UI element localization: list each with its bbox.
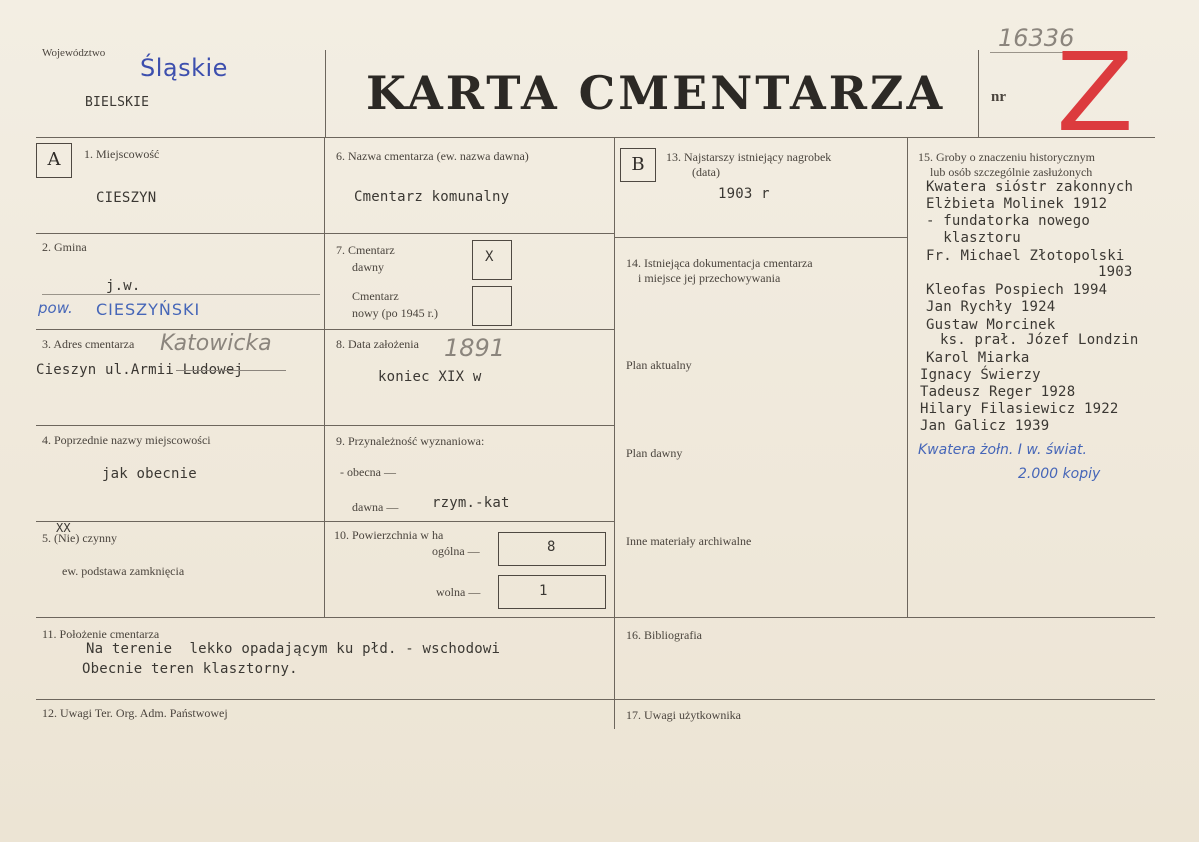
- f15-line-4: klasztoru: [926, 230, 1021, 246]
- f11-line-1: Na terenie lekko opadającym ku płd. - wschodowi: [86, 641, 501, 657]
- col-divider-1: [324, 137, 325, 617]
- f10-free-value: 1: [539, 583, 548, 599]
- f15-hand-note-1: Kwatera żołn. I w. świat.: [918, 442, 1087, 458]
- header-right-divider: [978, 50, 979, 137]
- other-materials-label: Inne materiały archiwalne: [626, 534, 752, 548]
- f15-line-11: Karol Miarka: [926, 350, 1030, 366]
- f8-value: koniec XIX w: [378, 369, 482, 385]
- f7-old-mark: X: [485, 249, 494, 265]
- f15-label-sub: lub osób szczególnie zasłużonych: [930, 165, 1093, 179]
- f17-label: 17. Uwagi użytkownika: [626, 708, 741, 722]
- row-line-m4: [324, 521, 614, 522]
- f9-label: 9. Przynależność wyznaniowa:: [336, 434, 485, 448]
- plan-old-label: Plan dawny: [626, 446, 683, 460]
- f16-label: 16. Bibliografia: [626, 628, 702, 642]
- f7-new-checkbox: [472, 286, 512, 326]
- plan-current-label: Plan aktualny: [626, 358, 692, 372]
- f13-label: 13. Najstarszy istniejący nagrobek: [666, 150, 832, 164]
- section-a-letter: A: [47, 149, 61, 170]
- row-line-a4: [36, 521, 324, 522]
- f9-current-label: - obecna —: [340, 465, 396, 479]
- f15-line-13: Tadeusz Reger 1928: [920, 384, 1076, 400]
- card-number: 16336: [998, 24, 1075, 52]
- f8-pencil-value: 1891: [444, 334, 506, 362]
- card-title: KARTA CMENTARZA: [366, 66, 946, 120]
- row-line-m2: [324, 329, 614, 330]
- f10-total-value: 8: [547, 539, 556, 555]
- f4-value: jak obecnie: [102, 466, 197, 482]
- row-line-m1: [324, 233, 614, 234]
- f2-label: 2. Gmina: [42, 240, 87, 254]
- header-left-divider: [325, 50, 326, 137]
- f3-strikethrough: [176, 370, 286, 371]
- f10-total-label: ogólna —: [432, 544, 480, 558]
- f2-value: j.w.: [106, 278, 141, 294]
- f4-label: 4. Poprzednie nazwy miejscowości: [42, 433, 211, 447]
- f14-label: 14. Istniejąca dokumentacja cmentarza: [626, 256, 813, 270]
- section-b-letter: B: [631, 154, 645, 175]
- f15-line-5: Fr. Michael Złotopolski: [926, 248, 1125, 264]
- f7-new-label2: nowy (po 1945 r.): [352, 306, 438, 320]
- nr-label: nr: [991, 89, 1006, 105]
- wojewodztwo-label: Województwo: [42, 47, 106, 59]
- f13-value: 1903 r: [718, 186, 770, 202]
- row-line-lower: [36, 617, 1155, 618]
- header-divider: [36, 137, 1155, 138]
- f10-label: 10. Powierzchnia w ha: [334, 528, 444, 542]
- row-line-bottom: [36, 699, 1155, 700]
- f2-hand-prefix: pow.: [38, 299, 73, 317]
- f13-label-sub: (data): [692, 165, 720, 179]
- row-line-a3: [36, 425, 324, 426]
- f15-label: 15. Groby o znaczeniu historycznym: [918, 150, 1095, 164]
- f9-former-value: rzym.-kat: [432, 495, 510, 511]
- row-line-b1: [614, 237, 907, 238]
- f6-value: Cmentarz komunalny: [354, 189, 510, 205]
- f11-label: 11. Położenie cmentarza: [42, 627, 160, 641]
- typed-region: BIELSKIE: [85, 95, 150, 110]
- f14-label-sub: i miejsce jej przechowywania: [638, 271, 781, 285]
- f15-line-7: Kleofas Pospiech 1994: [926, 282, 1108, 298]
- f3-label: 3. Adres cmentarza: [42, 337, 135, 351]
- f15-line-14: Hilary Filasiewicz 1922: [920, 401, 1119, 417]
- f15-line-15: Jan Galicz 1939: [920, 418, 1050, 434]
- row-line-a1: [36, 233, 324, 234]
- f8-label: 8. Data założenia: [336, 337, 419, 351]
- f7-old-label: dawny: [352, 260, 384, 274]
- f10-free-label: wolna —: [436, 585, 481, 599]
- red-category-letter: Z: [1056, 31, 1134, 156]
- f5-sub: ew. podstawa zamknięcia: [62, 564, 185, 578]
- f10-total-box: [498, 532, 606, 566]
- f5-label: 5. (Nie) czynny: [42, 531, 117, 545]
- f15-line-3: - fundatorka nowego: [926, 213, 1090, 229]
- f9-former-label: dawna —: [352, 500, 399, 514]
- f6-label: 6. Nazwa cmentarza (ew. nazwa dawna): [336, 149, 529, 163]
- col-divider-3: [907, 137, 908, 617]
- f15-hand-note-2: 2.000 kopiy: [1018, 466, 1101, 482]
- f15-line-2: Elżbieta Molinek 1912: [926, 196, 1108, 212]
- f15-line-8: Jan Rychły 1924: [926, 299, 1056, 315]
- f1-label: 1. Miejscowość: [84, 147, 160, 161]
- region-stamp: Śląskie: [140, 54, 228, 82]
- f3-value: Cieszyn ul.Armii Ludowej: [36, 362, 244, 378]
- f7-label: 7. Cmentarz: [336, 243, 395, 257]
- f7-new-label1: Cmentarz: [352, 289, 399, 303]
- f2-hand-value: CIESZYŃSKI: [96, 300, 201, 319]
- row-line-a2: [36, 329, 324, 330]
- col-divider-2: [614, 137, 615, 729]
- f10-free-box: [498, 575, 606, 609]
- f1-value: CIESZYN: [96, 190, 157, 206]
- f15-line-1: Kwatera sióstr zakonnych: [926, 179, 1134, 195]
- f15-line-9: Gustaw Morcinek: [926, 317, 1056, 333]
- f3-pencil-value: Katowicka: [160, 331, 272, 356]
- row-line-m3: [324, 425, 614, 426]
- f15-line-6: 1903: [1098, 264, 1133, 280]
- f2-underline: [42, 294, 320, 295]
- f7-old-checkbox: [472, 240, 512, 280]
- f15-line-12: Ignacy Świerzy: [920, 367, 1041, 383]
- f11-line-2: Obecnie teren klasztorny.: [82, 661, 298, 677]
- f15-line-10: ks. prał. Józef Londzin: [940, 332, 1139, 348]
- section-b-box: [620, 148, 656, 182]
- f5-typed-mark: XX: [56, 521, 71, 535]
- f12-label: 12. Uwagi Ter. Org. Adm. Państwowej: [42, 706, 228, 720]
- section-a-box: [36, 143, 72, 178]
